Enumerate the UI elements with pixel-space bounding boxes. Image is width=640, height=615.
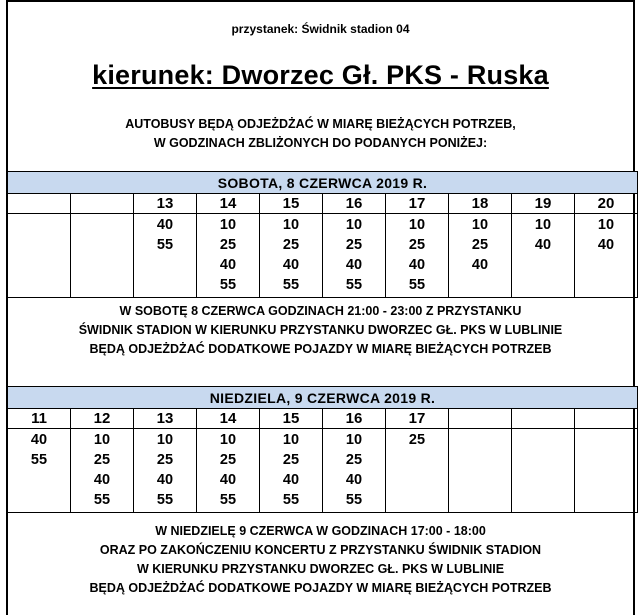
departure-minute: 40 [471,257,489,273]
saturday-note [8,302,633,359]
note-line: BĘDĄ ODJEŻDŻAĆ DODATKOWE POJAZDY W MIARĘ BIEŻĄCYCH POTRZEB [89,581,552,595]
minutes-cell [386,429,449,513]
departure-minute: 40 [156,472,174,488]
saturday-hours-row [8,194,638,214]
departure-minute: 40 [282,257,300,273]
departure-minute: 40 [345,257,363,273]
minutes-cell [197,429,260,513]
departure-minute: 25 [345,237,363,253]
minutes-cell [197,214,260,298]
minutes-cell [8,214,71,298]
note-line: ŚWIDNIK STADION W KIERUNKU PRZYSTANKU DWORZEC GŁ. PKS W LUBLINIE [78,323,563,337]
note-line: BĘDĄ ODJEŻDŻAĆ DODATKOWE POJAZDY W MIARĘ BIEŻĄCYCH POTRZEB [89,342,552,356]
departure-minute: 55 [219,277,237,293]
departure-minute: 10 [93,432,111,448]
departure-minute: 40 [219,257,237,273]
hour-cell: 13 [134,409,197,429]
departure-minute: 10 [597,217,615,233]
departure-minute: 55 [345,277,363,293]
intro-line: W GODZINACH ZBLIŻONYCH DO PODANYCH PONIŻEJ: [153,136,488,150]
departure-minute: 10 [408,217,426,233]
note-line: W SOBOTĘ 8 CZERWCA GODZINACH 21:00 - 23:00 Z PRZYSTANKU [119,304,522,318]
departure-minute: 40 [408,257,426,273]
hour-cell: 13 [134,194,197,214]
hour-cell: 16 [323,194,386,214]
departure-minute: 40 [345,472,363,488]
hour-cell: 17 [386,409,449,429]
departure-minute: 10 [282,432,300,448]
departure-minute: 40 [156,217,174,233]
hour-cell: 18 [449,194,512,214]
departure-minute: 40 [219,472,237,488]
sunday-note [8,522,633,598]
departure-minute: 55 [345,492,363,508]
hour-cell: 14 [197,409,260,429]
departure-minute: 55 [282,277,300,293]
departure-minute: 10 [219,432,237,448]
minutes-cell [512,429,575,513]
departure-minute: 10 [534,217,552,233]
hour-cell: 12 [71,409,134,429]
hour-cell [449,409,512,429]
direction-heading: kierunek: Dworzec Gł. PKS - Ruska [92,60,549,90]
minutes-cell [71,429,134,513]
minutes-cell [134,429,197,513]
departure-minute: 55 [156,492,174,508]
departure-minute: 25 [219,452,237,468]
departure-minute: 55 [30,452,48,468]
saturday-minutes-row [8,214,638,298]
intro-line: AUTOBUSY BĘDĄ ODJEŻDŻAĆ W MIARĘ BIEŻĄCYCH POTRZEB, [125,117,516,131]
minutes-cell [386,214,449,298]
departure-minute: 55 [282,492,300,508]
hour-cell: 15 [260,194,323,214]
departure-minute: 40 [597,237,615,253]
departure-minute: 25 [282,452,300,468]
departure-minute: 40 [93,472,111,488]
timetable-page [6,0,635,615]
departure-minute: 55 [219,492,237,508]
departure-minute: 10 [345,217,363,233]
hour-cell [512,409,575,429]
minutes-cell [134,214,197,298]
hour-cell: 15 [260,409,323,429]
departure-minute: 10 [282,217,300,233]
departure-minute: 40 [534,237,552,253]
hour-cell [575,409,638,429]
departure-minute: 10 [156,432,174,448]
departure-minute: 10 [219,217,237,233]
minutes-cell [260,214,323,298]
hour-cell: 14 [197,194,260,214]
hour-cell: 16 [323,409,386,429]
minutes-cell [449,214,512,298]
departure-minute: 25 [156,452,174,468]
departure-minute: 40 [30,432,48,448]
departure-minute: 55 [156,237,174,253]
hour-cell [8,194,71,214]
departure-minute: 25 [471,237,489,253]
departure-minute: 25 [408,432,426,448]
sunday-minutes-row [8,429,638,513]
note-line: ORAZ PO ZAKOŃCZENIU KONCERTU Z PRZYSTANKU ŚWIDNIK STADION [99,543,542,557]
saturday-timetable [7,171,638,298]
minutes-cell [449,429,512,513]
departure-minute: 10 [345,432,363,448]
departure-minute: 40 [282,472,300,488]
note-line: W KIERUNKU PRZYSTANKU DWORZEC GŁ. PKS W LUBLINIE [136,562,505,576]
hour-cell: 17 [386,194,449,214]
minutes-cell [323,429,386,513]
hour-cell: 19 [512,194,575,214]
sunday-hours-row [8,409,638,429]
departure-minute: 55 [408,277,426,293]
top-border [8,0,633,2]
stop-label: przystanek: Świdnik stadion 04 [231,22,410,36]
minutes-cell [575,429,638,513]
departure-minute: 25 [93,452,111,468]
minutes-cell [323,214,386,298]
hour-cell: 11 [8,409,71,429]
minutes-cell [71,214,134,298]
hour-cell [71,194,134,214]
saturday-title: SOBOTA, 8 CZERWCA 2019 R. [8,172,638,194]
departure-minute: 25 [408,237,426,253]
departure-minute: 25 [282,237,300,253]
hour-cell: 20 [575,194,638,214]
departure-minute: 10 [471,217,489,233]
minutes-cell [260,429,323,513]
sunday-title: NIEDZIELA, 9 CZERWCA 2019 R. [8,387,638,409]
departure-minute: 25 [219,237,237,253]
note-line: W NIEDZIELĘ 9 CZERWCA W GODZINACH 17:00 - 18:00 [155,524,486,538]
departure-minute: 55 [93,492,111,508]
minutes-cell [8,429,71,513]
departure-minute: 25 [345,452,363,468]
intro-notice [8,115,633,153]
sunday-timetable [7,386,638,513]
minutes-cell [575,214,638,298]
minutes-cell [512,214,575,298]
